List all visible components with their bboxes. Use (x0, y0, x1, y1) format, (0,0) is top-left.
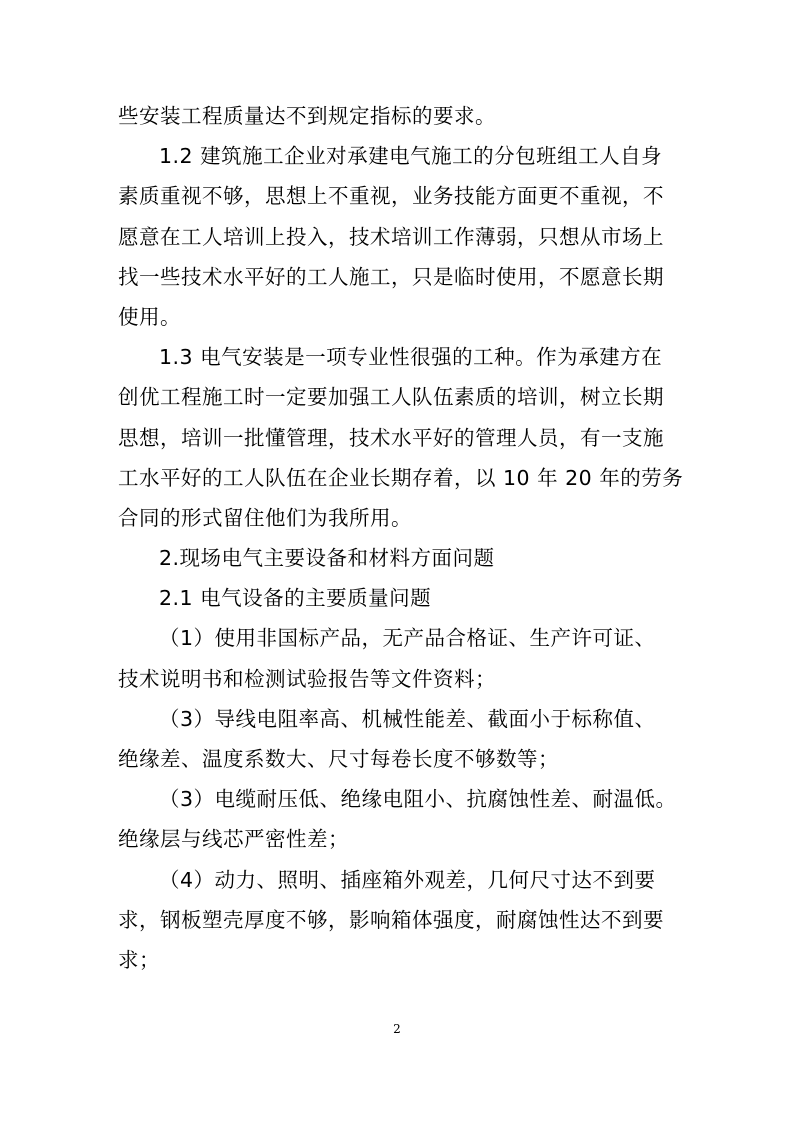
subsection-heading: 2.1 电气设备的主要质量问题 (159, 586, 432, 611)
text-line: 些安装工程质量达不到规定指标的要求。 (118, 104, 496, 128)
text-line: 求，钢板塑壳厚度不够，影响箱体强度，耐腐蚀性达不到要 (118, 907, 664, 932)
text-line: 求； (118, 947, 160, 972)
text-line: （4）动力、照明、插座箱外观差，几何尺寸达不到要 (159, 867, 656, 892)
text-line: 愿意在工人培训上投入，技术培训工作薄弱，只想从市场上 (118, 224, 664, 249)
text-line: （1）使用非国标产品，无产品合格证、生产许可证、 (159, 626, 656, 651)
text-line: 工水平好的工人队伍在企业长期存着，以 10 年 20 年的劳务 (118, 465, 684, 490)
text-line: 技术说明书和检测试验报告等文件资料； (118, 666, 496, 691)
text-line: 创优工程施工时一定要加强工人队伍素质的培训，树立长期 (118, 385, 664, 410)
text-line: 找一些技术水平好的工人施工，只是临时使用，不愿意长期 (118, 264, 664, 289)
text-line: 使用。 (118, 304, 181, 329)
text-line: 思想，培训一批懂管理，技术水平好的管理人员，有一支施 (118, 425, 664, 450)
section-heading: 2.现场电气主要设备和材料方面问题 (159, 546, 495, 571)
text-line: 1.2 建筑施工企业对承建电气施工的分包班组工人自身 (159, 144, 663, 169)
text-line: （3）导线电阻率高、机械性能差、截面小于标称值、 (159, 706, 656, 731)
text-line: 合同的形式留住他们为我所用。 (118, 505, 412, 530)
text-line: 绝缘差、温度系数大、尺寸每卷长度不够数等； (118, 747, 559, 771)
document-body (118, 96, 684, 980)
text-line: 1.3 电气安装是一项专业性很强的工种。作为承建方在 (159, 345, 663, 370)
text-line: 素质重视不够，思想上不重视，业务技能方面更不重视，不 (118, 184, 664, 209)
text-line: （3）电缆耐压低、绝缘电阻小、抗腐蚀性差、耐温低。 (159, 787, 677, 812)
page-number: 2 (393, 1022, 401, 1036)
text-line: 绝缘层与线芯严密性差； (118, 827, 349, 852)
